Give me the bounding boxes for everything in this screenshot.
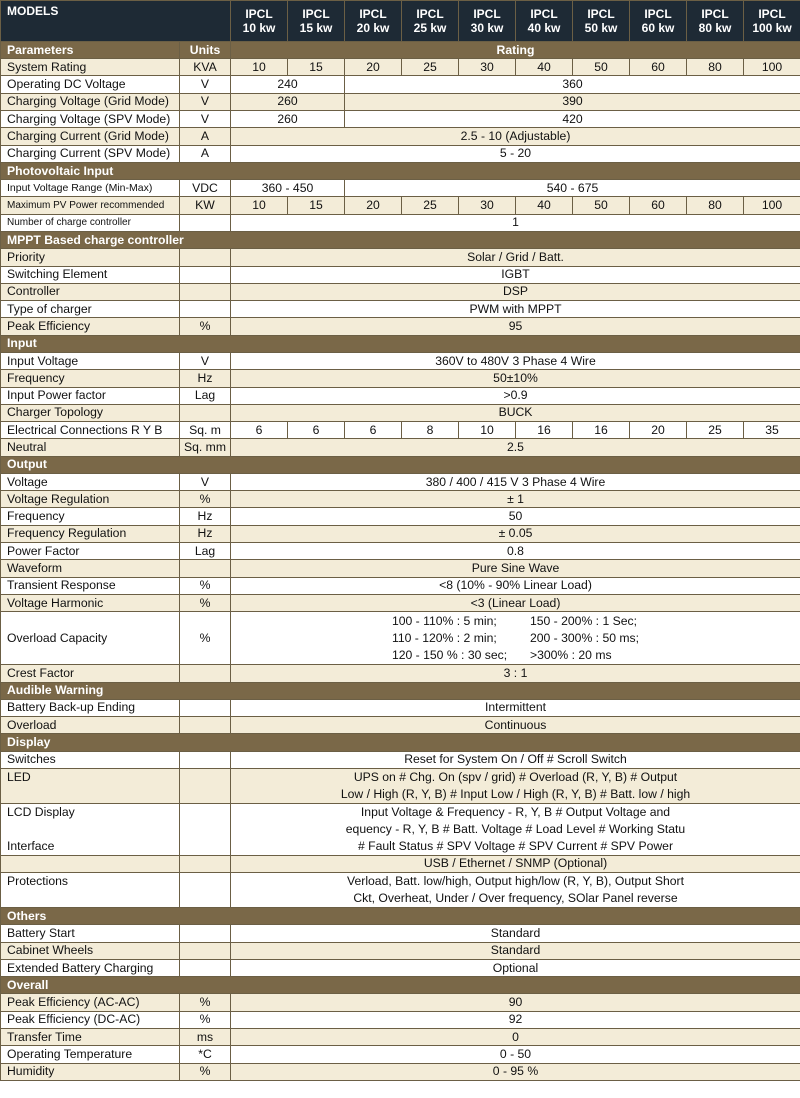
unit-cell: % bbox=[180, 318, 231, 335]
protections-line: Ckt, Overheat, Under / Over frequency, SOlar Panel reverse bbox=[353, 891, 678, 906]
param-label: System Rating bbox=[1, 59, 180, 76]
table-row bbox=[1, 855, 800, 872]
param-label: Cabinet Wheels bbox=[1, 942, 180, 959]
model-heading bbox=[573, 1, 630, 42]
value-cell: 30 bbox=[459, 197, 516, 214]
lcd-label: LCD Display bbox=[7, 804, 75, 819]
unit-cell bbox=[180, 942, 231, 959]
model-name: IPCL bbox=[758, 7, 786, 21]
section-row bbox=[1, 162, 800, 179]
value-cell: 90 bbox=[231, 994, 800, 1011]
unit-cell: % bbox=[180, 1063, 231, 1080]
overload-entry: 120 - 150 % : 30 sec; bbox=[391, 647, 508, 662]
parameters-heading: Parameters bbox=[1, 42, 180, 59]
value-cell: BUCK bbox=[231, 404, 800, 421]
section-row bbox=[1, 734, 800, 751]
param-label: LED bbox=[1, 768, 180, 803]
param-label: Voltage Harmonic bbox=[1, 594, 180, 611]
unit-cell: Hz bbox=[180, 508, 231, 525]
unit-cell: Hz bbox=[180, 525, 231, 542]
model-name: IPCL bbox=[587, 7, 615, 21]
model-heading bbox=[231, 1, 288, 42]
value-cell: 380 / 400 / 415 V 3 Phase 4 Wire bbox=[231, 473, 800, 490]
param-label: Priority bbox=[1, 249, 180, 266]
model-power: 60 kw bbox=[641, 21, 675, 35]
unit-cell bbox=[180, 665, 231, 682]
table-row bbox=[1, 491, 800, 508]
section-title-output: Output bbox=[1, 456, 800, 473]
unit-cell: V bbox=[180, 352, 231, 369]
value-cell: <8 (10% - 90% Linear Load) bbox=[231, 577, 800, 594]
table-row bbox=[1, 803, 800, 855]
value-cell bbox=[231, 803, 800, 855]
value-cell: 16 bbox=[573, 422, 630, 439]
model-power: 30 kw bbox=[470, 21, 504, 35]
value-cell: 390 bbox=[345, 93, 800, 110]
table-row bbox=[1, 925, 800, 942]
value-cell: 60 bbox=[630, 197, 687, 214]
param-label: Charging Current (SPV Mode) bbox=[1, 145, 180, 162]
value-cell: Standard bbox=[231, 925, 800, 942]
table-row bbox=[1, 301, 800, 318]
param-label: Overload bbox=[1, 717, 180, 734]
table-row bbox=[1, 508, 800, 525]
value-cell: 10 bbox=[231, 197, 288, 214]
value-cell: Standard bbox=[231, 942, 800, 959]
led-line: Low / High (R, Y, B) # Input Low / High (R, Y, B) # Batt. low / high bbox=[340, 786, 691, 801]
model-name: IPCL bbox=[473, 7, 501, 21]
value-cell: Solar / Grid / Batt. bbox=[231, 249, 800, 266]
value-cell: 92 bbox=[231, 1011, 800, 1028]
value-cell: 95 bbox=[231, 318, 800, 335]
table-row bbox=[1, 404, 800, 421]
value-cell: 0.8 bbox=[231, 543, 800, 560]
model-name: IPCL bbox=[530, 7, 558, 21]
unit-cell: % bbox=[180, 612, 231, 665]
param-label: Battery Start bbox=[1, 925, 180, 942]
value-cell: 0 - 50 bbox=[231, 1046, 800, 1063]
unit-cell bbox=[180, 751, 231, 768]
unit-cell: V bbox=[180, 76, 231, 93]
value-cell: 15 bbox=[288, 197, 345, 214]
unit-cell bbox=[180, 855, 231, 872]
param-label: Electrical Connections R Y B bbox=[1, 422, 180, 439]
overload-entry: 100 - 110% : 5 min; bbox=[391, 613, 497, 628]
value-cell: Optional bbox=[231, 959, 800, 976]
param-label: Transient Response bbox=[1, 577, 180, 594]
value-cell: 100 bbox=[744, 59, 800, 76]
value-cell: 6 bbox=[288, 422, 345, 439]
table-row bbox=[1, 1063, 800, 1080]
param-label: Charging Current (Grid Mode) bbox=[1, 128, 180, 145]
unit-cell: Lag bbox=[180, 387, 231, 404]
section-row bbox=[1, 682, 800, 699]
unit-cell bbox=[180, 699, 231, 716]
unit-cell: Lag bbox=[180, 543, 231, 560]
value-cell: <3 (Linear Load) bbox=[231, 594, 800, 611]
section-title-display: Display bbox=[1, 734, 800, 751]
table-row bbox=[1, 59, 800, 76]
table-row bbox=[1, 249, 800, 266]
model-power: 40 kw bbox=[527, 21, 561, 35]
param-label: Number of charge controller bbox=[1, 214, 180, 231]
value-cell: 60 bbox=[630, 59, 687, 76]
param-label: Operating Temperature bbox=[1, 1046, 180, 1063]
model-power: 80 kw bbox=[698, 21, 732, 35]
value-cell: 25 bbox=[687, 422, 744, 439]
table-row bbox=[1, 473, 800, 490]
model-power: 100 kw bbox=[752, 21, 792, 35]
unit-cell bbox=[180, 301, 231, 318]
section-title-pv: Photovoltaic Input bbox=[1, 162, 800, 179]
unit-cell bbox=[180, 959, 231, 976]
value-cell: 8 bbox=[402, 422, 459, 439]
lcd-line: equency - R, Y, B # Batt. Voltage # Load Level # Working Statu bbox=[345, 821, 686, 836]
value-cell bbox=[231, 873, 800, 908]
param-label: Extended Battery Charging bbox=[1, 959, 180, 976]
unit-cell: V bbox=[180, 93, 231, 110]
unit-cell: V bbox=[180, 473, 231, 490]
table-row bbox=[1, 197, 800, 214]
param-label: Overload Capacity bbox=[1, 612, 180, 665]
param-label: Frequency bbox=[1, 370, 180, 387]
rating-heading: Rating bbox=[231, 42, 800, 59]
table-row bbox=[1, 76, 800, 93]
value-cell: 2.5 bbox=[231, 439, 800, 456]
table-row bbox=[1, 422, 800, 439]
value-cell: 25 bbox=[402, 197, 459, 214]
param-label: Peak Efficiency (AC-AC) bbox=[1, 994, 180, 1011]
unit-cell: KW bbox=[180, 197, 231, 214]
unit-cell: KVA bbox=[180, 59, 231, 76]
model-power: 25 kw bbox=[413, 21, 447, 35]
table-row bbox=[1, 318, 800, 335]
value-cell: 260 bbox=[231, 111, 345, 128]
model-name: IPCL bbox=[245, 7, 273, 21]
model-name: IPCL bbox=[416, 7, 444, 21]
value-cell: 10 bbox=[231, 59, 288, 76]
table-row bbox=[1, 266, 800, 283]
unit-cell: Sq. mm bbox=[180, 439, 231, 456]
overload-entry: 110 - 120% : 2 min; bbox=[391, 630, 497, 645]
unit-cell bbox=[180, 717, 231, 734]
param-label bbox=[1, 855, 180, 872]
param-label: Input Voltage bbox=[1, 352, 180, 369]
table-row bbox=[1, 577, 800, 594]
section-row bbox=[1, 456, 800, 473]
value-cell: Reset for System On / Off # Scroll Switch bbox=[231, 751, 800, 768]
model-name: IPCL bbox=[359, 7, 387, 21]
value-cell: 360V to 480V 3 Phase 4 Wire bbox=[231, 352, 800, 369]
model-heading bbox=[516, 1, 573, 42]
overload-list bbox=[392, 613, 639, 664]
model-heading bbox=[630, 1, 687, 42]
value-cell: 30 bbox=[459, 59, 516, 76]
unit-cell bbox=[180, 283, 231, 300]
value-cell: 50 bbox=[573, 59, 630, 76]
model-name: IPCL bbox=[701, 7, 729, 21]
unit-cell: A bbox=[180, 145, 231, 162]
param-label: Humidity bbox=[1, 1063, 180, 1080]
value-cell: 2.5 - 10 (Adjustable) bbox=[231, 128, 800, 145]
param-label: Charging Voltage (SPV Mode) bbox=[1, 111, 180, 128]
value-cell: 260 bbox=[231, 93, 345, 110]
section-title-input: Input bbox=[1, 335, 800, 352]
table-row bbox=[1, 352, 800, 369]
param-label: Waveform bbox=[1, 560, 180, 577]
model-heading bbox=[402, 1, 459, 42]
unit-cell: ms bbox=[180, 1028, 231, 1045]
table-row bbox=[1, 560, 800, 577]
unit-cell bbox=[180, 249, 231, 266]
value-cell: 1 bbox=[231, 214, 800, 231]
param-label: Crest Factor bbox=[1, 665, 180, 682]
table-row bbox=[1, 1028, 800, 1045]
model-heading bbox=[288, 1, 345, 42]
table-row bbox=[1, 768, 800, 803]
param-label: Controller bbox=[1, 283, 180, 300]
value-cell: 6 bbox=[345, 422, 402, 439]
unit-cell: V bbox=[180, 111, 231, 128]
value-cell: 360 - 450 bbox=[231, 180, 345, 197]
value-cell: 40 bbox=[516, 59, 573, 76]
model-power: 50 kw bbox=[584, 21, 618, 35]
table-row bbox=[1, 751, 800, 768]
unit-cell bbox=[180, 214, 231, 231]
param-label: Input Voltage Range (Min-Max) bbox=[1, 180, 180, 197]
table-row bbox=[1, 942, 800, 959]
table-row bbox=[1, 543, 800, 560]
protections-line: Verload, Batt. low/high, Output high/low (R, Y, B), Output Short bbox=[347, 874, 684, 889]
value-cell: 80 bbox=[687, 59, 744, 76]
section-title-others: Others bbox=[1, 908, 800, 925]
value-cell: 6 bbox=[231, 422, 288, 439]
unit-cell bbox=[180, 404, 231, 421]
unit-cell: % bbox=[180, 1011, 231, 1028]
param-label: Operating DC Voltage bbox=[1, 76, 180, 93]
units-heading: Units bbox=[180, 42, 231, 59]
value-cell: Intermittent bbox=[231, 699, 800, 716]
value-cell: 0 - 95 % bbox=[231, 1063, 800, 1080]
value-cell: 3 : 1 bbox=[231, 665, 800, 682]
param-label: Voltage bbox=[1, 473, 180, 490]
section-title-overall: Overall bbox=[1, 977, 800, 994]
param-label: Switches bbox=[1, 751, 180, 768]
section-title-audible: Audible Warning bbox=[1, 682, 800, 699]
value-cell: 20 bbox=[630, 422, 687, 439]
value-cell: 20 bbox=[345, 59, 402, 76]
value-cell: 50 bbox=[573, 197, 630, 214]
led-line: UPS on # Chg. On (spv / grid) # Overload (R, Y, B) # Output bbox=[353, 769, 678, 784]
unit-cell: % bbox=[180, 994, 231, 1011]
param-label: Neutral bbox=[1, 439, 180, 456]
value-cell: ± 1 bbox=[231, 491, 800, 508]
table-row bbox=[1, 111, 800, 128]
overload-entry: >300% : 20 ms bbox=[529, 647, 612, 662]
param-label: Transfer Time bbox=[1, 1028, 180, 1045]
model-heading bbox=[687, 1, 744, 42]
value-cell: 40 bbox=[516, 197, 573, 214]
value-cell: 15 bbox=[288, 59, 345, 76]
unit-cell bbox=[180, 925, 231, 942]
model-power: 10 kw bbox=[242, 21, 276, 35]
value-cell: 420 bbox=[345, 111, 800, 128]
table-row bbox=[1, 717, 800, 734]
value-cell: DSP bbox=[231, 283, 800, 300]
table-row bbox=[1, 387, 800, 404]
value-cell: Continuous bbox=[231, 717, 800, 734]
model-power: 15 kw bbox=[299, 21, 333, 35]
unit-cell: VDC bbox=[180, 180, 231, 197]
model-name: IPCL bbox=[302, 7, 330, 21]
param-label: Maximum PV Power recommended bbox=[1, 197, 180, 214]
param-label: Voltage Regulation bbox=[1, 491, 180, 508]
table-row bbox=[1, 699, 800, 716]
table-row bbox=[1, 128, 800, 145]
model-heading bbox=[345, 1, 402, 42]
table-row bbox=[1, 1011, 800, 1028]
unit-cell: % bbox=[180, 594, 231, 611]
unit-cell: % bbox=[180, 577, 231, 594]
section-row bbox=[1, 977, 800, 994]
unit-cell bbox=[180, 560, 231, 577]
lcd-line: Input Voltage & Frequency - R, Y, B # Output Voltage and bbox=[360, 804, 671, 819]
model-power: 20 kw bbox=[356, 21, 390, 35]
value-cell: PWM with MPPT bbox=[231, 301, 800, 318]
table-row bbox=[1, 1046, 800, 1063]
model-heading bbox=[459, 1, 516, 42]
value-cell: 5 - 20 bbox=[231, 145, 800, 162]
value-cell: USB / Ethernet / SNMP (Optional) bbox=[231, 855, 800, 872]
table-row bbox=[1, 180, 800, 197]
param-label: Frequency Regulation bbox=[1, 525, 180, 542]
value-cell: 35 bbox=[744, 422, 800, 439]
param-label: Switching Element bbox=[1, 266, 180, 283]
value-cell: Pure Sine Wave bbox=[231, 560, 800, 577]
unit-cell: Sq. m bbox=[180, 422, 231, 439]
value-cell: 25 bbox=[402, 59, 459, 76]
value-cell: 80 bbox=[687, 197, 744, 214]
value-cell: 360 bbox=[345, 76, 800, 93]
section-row bbox=[1, 335, 800, 352]
section-title-mppt: MPPT Based charge controller bbox=[1, 232, 800, 249]
table-row bbox=[1, 873, 800, 908]
overload-entry: 150 - 200% : 1 Sec; bbox=[529, 613, 637, 628]
table-row bbox=[1, 594, 800, 611]
value-cell: 16 bbox=[516, 422, 573, 439]
value-cell: 10 bbox=[459, 422, 516, 439]
value-cell: >0.9 bbox=[231, 387, 800, 404]
table-row bbox=[1, 283, 800, 300]
value-cell: 540 - 675 bbox=[345, 180, 800, 197]
value-cell bbox=[231, 612, 800, 665]
value-cell: ± 0.05 bbox=[231, 525, 800, 542]
value-cell: 50±10% bbox=[231, 370, 800, 387]
unit-cell: Hz bbox=[180, 370, 231, 387]
table-row bbox=[1, 214, 800, 231]
section-row bbox=[1, 232, 800, 249]
value-cell: 0 bbox=[231, 1028, 800, 1045]
parameters-header-row bbox=[1, 42, 800, 59]
param-label bbox=[1, 803, 180, 855]
table-row bbox=[1, 994, 800, 1011]
interface-label: Interface bbox=[7, 838, 55, 853]
model-name: IPCL bbox=[644, 7, 672, 21]
param-label: Charger Topology bbox=[1, 404, 180, 421]
models-header-row bbox=[1, 1, 800, 42]
param-label: Power Factor bbox=[1, 543, 180, 560]
unit-cell bbox=[180, 768, 231, 803]
unit-cell: *C bbox=[180, 1046, 231, 1063]
value-cell: 100 bbox=[744, 197, 800, 214]
param-label: Frequency bbox=[1, 508, 180, 525]
lcd-line: # Fault Status # SPV Voltage # SPV Current # SPV Power bbox=[357, 838, 673, 853]
value-cell bbox=[231, 768, 800, 803]
table-row bbox=[1, 439, 800, 456]
value-cell: 20 bbox=[345, 197, 402, 214]
unit-cell bbox=[180, 873, 231, 908]
table-row bbox=[1, 93, 800, 110]
section-row bbox=[1, 908, 800, 925]
table-row bbox=[1, 525, 800, 542]
value-cell: 50 bbox=[231, 508, 800, 525]
table-row bbox=[1, 665, 800, 682]
unit-cell bbox=[180, 803, 231, 855]
table-row bbox=[1, 145, 800, 162]
param-label: Input Power factor bbox=[1, 387, 180, 404]
value-cell: IGBT bbox=[231, 266, 800, 283]
param-label: Battery Back-up Ending bbox=[1, 699, 180, 716]
param-label: Charging Voltage (Grid Mode) bbox=[1, 93, 180, 110]
table-row bbox=[1, 612, 800, 665]
param-label: Protections bbox=[1, 873, 180, 908]
table-row bbox=[1, 959, 800, 976]
unit-cell bbox=[180, 266, 231, 283]
param-label: Peak Efficiency bbox=[1, 318, 180, 335]
table-row bbox=[1, 370, 800, 387]
param-label: Type of charger bbox=[1, 301, 180, 318]
model-heading bbox=[744, 1, 800, 42]
unit-cell: % bbox=[180, 491, 231, 508]
overload-entry: 200 - 300% : 50 ms; bbox=[529, 630, 640, 645]
param-label: Peak Efficiency (DC-AC) bbox=[1, 1011, 180, 1028]
models-label: MODELS bbox=[1, 1, 231, 42]
unit-cell: A bbox=[180, 128, 231, 145]
value-cell: 240 bbox=[231, 76, 345, 93]
